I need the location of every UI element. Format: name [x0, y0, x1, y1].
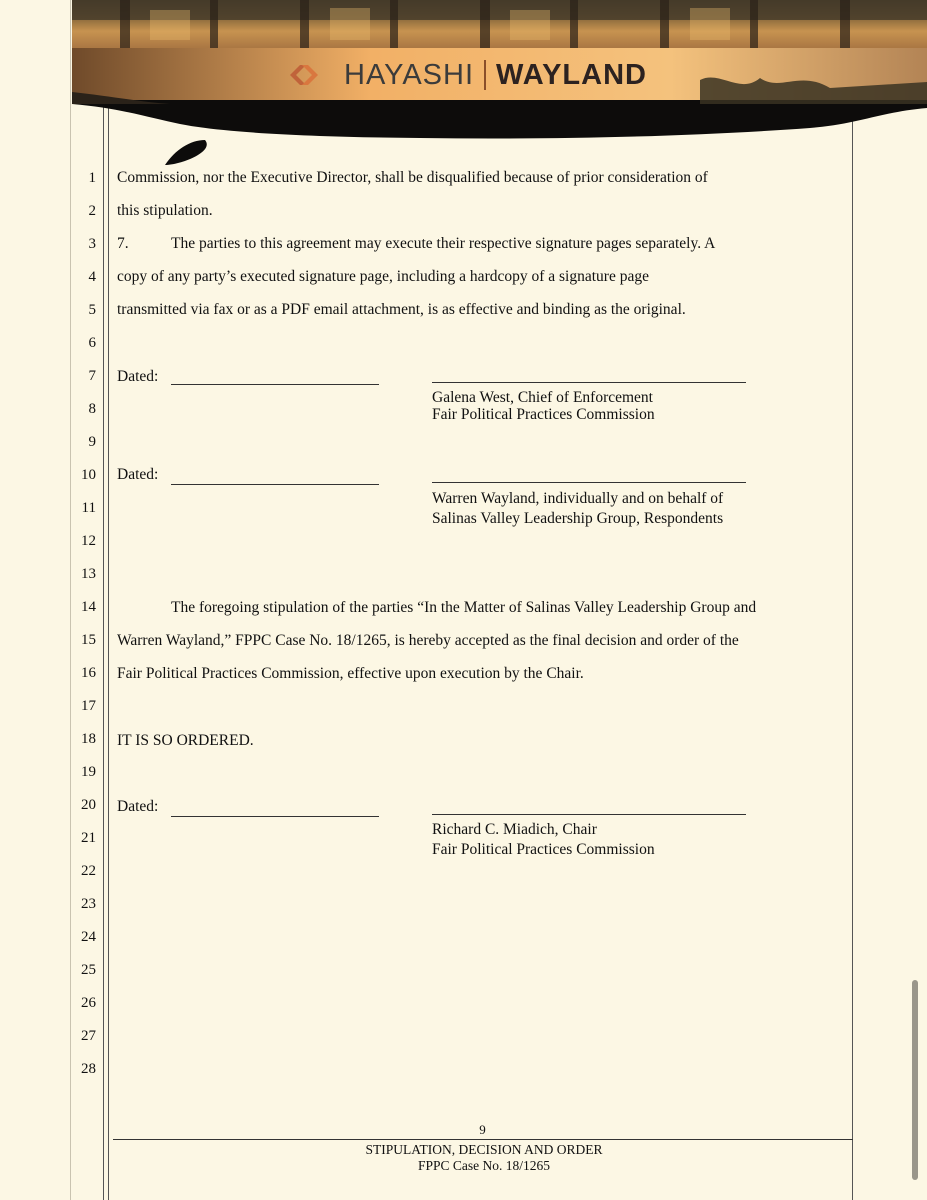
dated-blank: [171, 484, 379, 485]
line-number: 22: [81, 863, 96, 879]
footer-case-number: FPPC Case No. 18/1265: [417, 1158, 551, 1173]
paragraph-number: 7.: [117, 235, 129, 252]
signatory-title: Fair Political Practices Commission: [432, 406, 655, 423]
line-number: 24: [81, 929, 96, 945]
signatory-title: Fair Political Practices Commission: [432, 841, 655, 858]
body-line: this stipulation.: [117, 202, 213, 219]
line-number: 9: [88, 434, 96, 450]
scrollbar-thumb[interactable]: [912, 980, 918, 1180]
dated-blank: [171, 816, 379, 817]
line-number: 18: [81, 731, 96, 747]
brand-name-right: WAYLAND: [496, 58, 647, 91]
line-number: 26: [81, 995, 96, 1011]
line-number: 20: [81, 797, 96, 813]
line-number: 21: [81, 830, 96, 846]
line-number: 3: [88, 236, 96, 252]
brand-divider: [484, 60, 486, 90]
brand-name-left: HAYASHI: [344, 58, 475, 91]
line-number: 17: [81, 698, 96, 714]
line-number: 28: [81, 1061, 96, 1077]
body-line: Commission, nor the Executive Director, shall be disqualified because of prior consideration of: [117, 169, 708, 186]
brand-banner: [0, 0, 927, 165]
line-number: 12: [81, 533, 96, 549]
line-number: 4: [88, 269, 96, 285]
body-line: 7. The parties to this agreement may execute their respective signature pages separately. A: [117, 235, 716, 252]
line-number: 6: [88, 335, 96, 351]
body-line: The foregoing stipulation of the parties “In the Matter of Salinas Valley Leadership Group and: [171, 599, 757, 616]
line-number: 25: [81, 962, 96, 978]
footer-rule: [113, 1139, 853, 1140]
line-number: 13: [81, 566, 96, 582]
dated-label: Dated:: [117, 466, 159, 483]
line-number: 19: [81, 764, 96, 780]
brand-logo: [288, 55, 647, 95]
dated-label: Dated:: [117, 798, 159, 815]
line-number: 16: [81, 665, 96, 681]
margin-rule-left-double: [108, 0, 109, 1200]
signatory-name: Warren Wayland, individually and on behalf of: [432, 490, 724, 507]
line-number: 10: [81, 467, 96, 483]
line-number: 5: [88, 302, 96, 318]
dated-blank: [171, 384, 379, 385]
signature-line: [432, 382, 746, 383]
line-number: 11: [81, 500, 96, 516]
line-number: 27: [81, 1028, 96, 1044]
footer-title: STIPULATION, DECISION AND ORDER: [365, 1142, 603, 1157]
line-number: 1: [88, 170, 96, 186]
body-line: Warren Wayland,” FPPC Case No. 18/1265, is hereby accepted as the final decision and order of the: [117, 632, 739, 649]
page-number: 9: [479, 1122, 486, 1137]
body-line: copy of any party’s executed signature page, including a hardcopy of a signature page: [117, 268, 649, 285]
line-number: 14: [81, 599, 96, 615]
line-number: 8: [88, 401, 96, 417]
body-line: Fair Political Practices Commission, effective upon execution by the Chair.: [117, 665, 584, 682]
signatory-name: Galena West, Chief of Enforcement: [432, 389, 653, 406]
body-line: transmitted via fax or as a PDF email attachment, is as effective and binding as the original.: [117, 301, 686, 318]
line-number: 23: [81, 896, 96, 912]
signature-line: [432, 814, 746, 815]
signatory-title: Salinas Valley Leadership Group, Respondents: [432, 510, 724, 527]
brand-chevron-icon: [288, 59, 332, 91]
line-number: 7: [88, 368, 96, 384]
margin-rule-right: [852, 0, 853, 1200]
line-number: 15: [81, 632, 96, 648]
margin-rule-left: [103, 0, 104, 1200]
line-number: 2: [88, 203, 96, 219]
dated-label: Dated:: [117, 368, 159, 385]
signature-line: [432, 482, 746, 483]
order-statement: IT IS SO ORDERED.: [117, 732, 254, 749]
signatory-name: Richard C. Miadich, Chair: [432, 821, 597, 838]
